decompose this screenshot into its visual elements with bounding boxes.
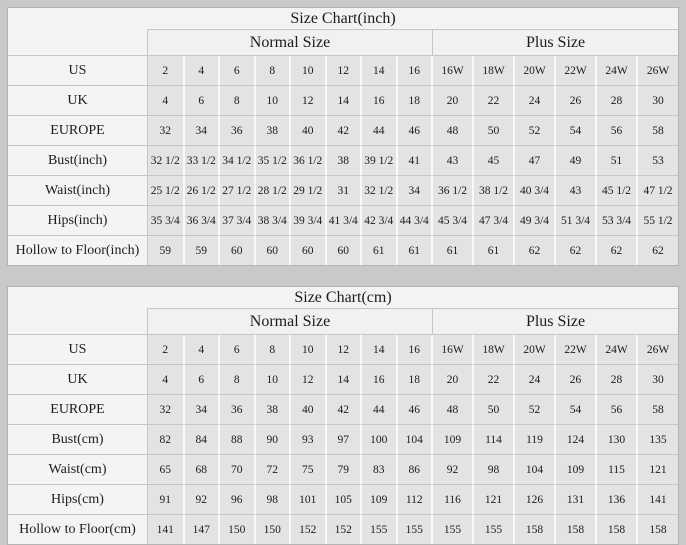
- size-cell: 92: [184, 485, 220, 515]
- size-cell: 53: [637, 146, 678, 176]
- size-cell: 20: [432, 86, 473, 116]
- size-cell: 32: [148, 395, 184, 425]
- size-cell: 16: [361, 86, 397, 116]
- size-cell: 84: [184, 425, 220, 455]
- corner-cell: [8, 308, 148, 335]
- size-cell: 36 1/2: [290, 146, 326, 176]
- size-cell: 26 1/2: [184, 176, 220, 206]
- row-label: EUROPE: [8, 395, 148, 425]
- size-cell: 158: [637, 515, 678, 544]
- size-cell: 50: [473, 116, 514, 146]
- size-cell: 6: [219, 335, 255, 365]
- size-cell: 4: [148, 365, 184, 395]
- size-cell: 109: [432, 425, 473, 455]
- size-cell: 36: [219, 395, 255, 425]
- size-cell: 65: [148, 455, 184, 485]
- row-label: UK: [8, 86, 148, 116]
- chart-title: Size Chart(cm): [8, 287, 678, 308]
- size-cell: 49 3/4: [514, 206, 555, 236]
- size-cell: 28: [596, 86, 637, 116]
- size-cell: 37 3/4: [219, 206, 255, 236]
- group-header-plus: Plus Size: [432, 29, 678, 56]
- size-cell: 58: [637, 116, 678, 146]
- size-cell: 98: [255, 485, 291, 515]
- size-cell: 27 1/2: [219, 176, 255, 206]
- size-cell: 10: [255, 86, 291, 116]
- size-cell: 36 3/4: [184, 206, 220, 236]
- size-cell: 50: [473, 395, 514, 425]
- size-cell: 8: [219, 86, 255, 116]
- size-cell: 152: [290, 515, 326, 544]
- size-cell: 79: [326, 455, 362, 485]
- group-header-row: [8, 308, 678, 335]
- size-cell: 14: [361, 56, 397, 86]
- size-cell: 124: [555, 425, 596, 455]
- size-cell: 62: [514, 236, 555, 265]
- size-cell: 35 1/2: [255, 146, 291, 176]
- table-row: [8, 206, 678, 236]
- row-label: Hollow to Floor(cm): [8, 515, 148, 544]
- size-cell: 121: [473, 485, 514, 515]
- size-cell: 112: [397, 485, 433, 515]
- size-cell: 34: [184, 116, 220, 146]
- size-cell: 150: [255, 515, 291, 544]
- table-row: [8, 485, 678, 515]
- size-cell: 126: [514, 485, 555, 515]
- size-cell: 141: [148, 515, 184, 544]
- size-cell: 61: [361, 236, 397, 265]
- size-cell: 25 1/2: [148, 176, 184, 206]
- size-cell: 62: [555, 236, 596, 265]
- size-cell: 83: [361, 455, 397, 485]
- size-cell: 20W: [514, 56, 555, 86]
- size-cell: 60: [326, 236, 362, 265]
- size-cell: 40 3/4: [514, 176, 555, 206]
- size-cell: 18W: [473, 335, 514, 365]
- row-label: Waist(inch): [8, 176, 148, 206]
- size-cell: 45: [473, 146, 514, 176]
- size-cell: 44: [361, 395, 397, 425]
- size-cell: 12: [290, 86, 326, 116]
- size-cell: 158: [514, 515, 555, 544]
- row-label: UK: [8, 365, 148, 395]
- size-cell: 43: [555, 176, 596, 206]
- size-cell: 155: [397, 515, 433, 544]
- size-cell: 38 3/4: [255, 206, 291, 236]
- size-cell: 18W: [473, 56, 514, 86]
- size-cell: 28: [596, 365, 637, 395]
- size-cell: 155: [473, 515, 514, 544]
- size-cell: 48: [432, 395, 473, 425]
- size-cell: 10: [255, 365, 291, 395]
- table-row: [8, 236, 678, 265]
- size-cell: 141: [637, 485, 678, 515]
- size-cell: 26W: [637, 335, 678, 365]
- size-cell: 54: [555, 395, 596, 425]
- group-header-plus: Plus Size: [432, 308, 678, 335]
- size-cell: 22: [473, 365, 514, 395]
- size-cell: 22W: [555, 56, 596, 86]
- size-cell: 38: [255, 395, 291, 425]
- size-cell: 59: [184, 236, 220, 265]
- size-cell: 136: [596, 485, 637, 515]
- size-cell: 22: [473, 86, 514, 116]
- size-cell: 49: [555, 146, 596, 176]
- group-header-row: [8, 29, 678, 56]
- size-cell: 36: [219, 116, 255, 146]
- size-cell: 51: [596, 146, 637, 176]
- table-row: [8, 86, 678, 116]
- row-label: Waist(cm): [8, 455, 148, 485]
- size-cell: 39 3/4: [290, 206, 326, 236]
- size-cell: 41 3/4: [326, 206, 362, 236]
- size-cell: 62: [596, 236, 637, 265]
- size-cell: 10: [290, 56, 326, 86]
- size-cell: 32 1/2: [361, 176, 397, 206]
- size-cell: 24: [514, 365, 555, 395]
- size-cell: 52: [514, 116, 555, 146]
- size-cell: 61: [397, 236, 433, 265]
- row-label: US: [8, 56, 148, 86]
- size-cell: 6: [184, 365, 220, 395]
- size-cell: 26: [555, 86, 596, 116]
- size-cell: 36 1/2: [432, 176, 473, 206]
- size-cell: 33 1/2: [184, 146, 220, 176]
- size-cell: 8: [255, 335, 291, 365]
- size-cell: 68: [184, 455, 220, 485]
- size-cell: 2: [148, 335, 184, 365]
- size-cell: 61: [473, 236, 514, 265]
- size-chart-inch-table: [7, 7, 679, 266]
- size-cell: 42 3/4: [361, 206, 397, 236]
- size-cell: 56: [596, 395, 637, 425]
- size-cell: 40: [290, 395, 326, 425]
- size-cell: 42: [326, 395, 362, 425]
- size-cell: 58: [637, 395, 678, 425]
- size-cell: 98: [473, 455, 514, 485]
- size-cell: 14: [326, 365, 362, 395]
- size-cell: 109: [361, 485, 397, 515]
- size-cell: 60: [219, 236, 255, 265]
- row-label: Bust(cm): [8, 425, 148, 455]
- size-cell: 18: [397, 86, 433, 116]
- size-cell: 82: [148, 425, 184, 455]
- size-cell: 116: [432, 485, 473, 515]
- size-cell: 42: [326, 116, 362, 146]
- size-cell: 34: [397, 176, 433, 206]
- size-cell: 26W: [637, 56, 678, 86]
- row-label: Hollow to Floor(inch): [8, 236, 148, 265]
- size-cell: 59: [148, 236, 184, 265]
- table-row: [8, 116, 678, 146]
- size-cell: 14: [326, 86, 362, 116]
- size-cell: 105: [326, 485, 362, 515]
- group-header-normal: Normal Size: [148, 29, 432, 56]
- size-cell: 8: [219, 365, 255, 395]
- size-cell: 39 1/2: [361, 146, 397, 176]
- size-cell: 24W: [596, 335, 637, 365]
- size-cell: 48: [432, 116, 473, 146]
- size-cell: 54: [555, 116, 596, 146]
- size-cell: 109: [555, 455, 596, 485]
- size-cell: 35 3/4: [148, 206, 184, 236]
- size-cell: 104: [397, 425, 433, 455]
- size-cell: 43: [432, 146, 473, 176]
- size-cell: 18: [397, 365, 433, 395]
- size-cell: 93: [290, 425, 326, 455]
- size-cell: 12: [326, 335, 362, 365]
- size-cell: 22W: [555, 335, 596, 365]
- size-cell: 16: [397, 56, 433, 86]
- row-label: EUROPE: [8, 116, 148, 146]
- size-cell: 90: [255, 425, 291, 455]
- size-cell: 4: [184, 335, 220, 365]
- size-cell: 40: [290, 116, 326, 146]
- table-row: [8, 146, 678, 176]
- size-cell: 16W: [432, 335, 473, 365]
- size-cell: 88: [219, 425, 255, 455]
- size-cell: 86: [397, 455, 433, 485]
- size-cell: 47 1/2: [637, 176, 678, 206]
- size-cell: 100: [361, 425, 397, 455]
- size-cell: 104: [514, 455, 555, 485]
- size-cell: 131: [555, 485, 596, 515]
- size-cell: 4: [148, 86, 184, 116]
- size-cell: 34: [184, 395, 220, 425]
- size-chart-cm-table: [7, 286, 679, 545]
- row-label: Hips(cm): [8, 485, 148, 515]
- size-cell: 24W: [596, 56, 637, 86]
- size-cell: 121: [637, 455, 678, 485]
- size-cell: 155: [361, 515, 397, 544]
- corner-cell: [8, 29, 148, 56]
- size-cell: 34 1/2: [219, 146, 255, 176]
- size-cell: 55 1/2: [637, 206, 678, 236]
- size-cell: 16W: [432, 56, 473, 86]
- size-cell: 20: [432, 365, 473, 395]
- size-cell: 114: [473, 425, 514, 455]
- size-cell: 38: [326, 146, 362, 176]
- size-cell: 24: [514, 86, 555, 116]
- size-cell: 70: [219, 455, 255, 485]
- table-row: [8, 176, 678, 206]
- size-cell: 30: [637, 86, 678, 116]
- size-cell: 16: [361, 365, 397, 395]
- chart-title-row: [8, 287, 678, 308]
- size-cell: 47 3/4: [473, 206, 514, 236]
- table-row: [8, 425, 678, 455]
- size-cell: 60: [255, 236, 291, 265]
- size-cell: 38 1/2: [473, 176, 514, 206]
- size-cell: 47: [514, 146, 555, 176]
- size-cell: 60: [290, 236, 326, 265]
- size-cell: 52: [514, 395, 555, 425]
- size-cell: 29 1/2: [290, 176, 326, 206]
- size-cell: 51 3/4: [555, 206, 596, 236]
- chart-title: Size Chart(inch): [8, 8, 678, 29]
- size-cell: 115: [596, 455, 637, 485]
- size-cell: 20W: [514, 335, 555, 365]
- size-cell: 75: [290, 455, 326, 485]
- size-cell: 96: [219, 485, 255, 515]
- size-cell: 32 1/2: [148, 146, 184, 176]
- size-cell: 97: [326, 425, 362, 455]
- size-cell: 30: [637, 365, 678, 395]
- size-cell: 152: [326, 515, 362, 544]
- group-header-normal: Normal Size: [148, 308, 432, 335]
- row-label: US: [8, 335, 148, 365]
- size-cell: 32: [148, 116, 184, 146]
- size-cell: 155: [432, 515, 473, 544]
- size-cell: 56: [596, 116, 637, 146]
- size-cell: 101: [290, 485, 326, 515]
- size-cell: 45 1/2: [596, 176, 637, 206]
- row-label: Hips(inch): [8, 206, 148, 236]
- size-cell: 4: [184, 56, 220, 86]
- size-cell: 45 3/4: [432, 206, 473, 236]
- size-cell: 6: [219, 56, 255, 86]
- chart-title-row: [8, 8, 678, 29]
- table-row: [8, 56, 678, 86]
- size-cell: 72: [255, 455, 291, 485]
- size-cell: 91: [148, 485, 184, 515]
- size-cell: 41: [397, 146, 433, 176]
- size-cell: 53 3/4: [596, 206, 637, 236]
- size-cell: 8: [255, 56, 291, 86]
- size-cell: 26: [555, 365, 596, 395]
- size-cell: 46: [397, 116, 433, 146]
- size-cell: 6: [184, 86, 220, 116]
- size-cell: 28 1/2: [255, 176, 291, 206]
- size-cell: 119: [514, 425, 555, 455]
- table-row: [8, 365, 678, 395]
- size-cell: 44: [361, 116, 397, 146]
- size-cell: 44 3/4: [397, 206, 433, 236]
- table-row: [8, 335, 678, 365]
- size-cell: 31: [326, 176, 362, 206]
- size-cell: 92: [432, 455, 473, 485]
- row-label: Bust(inch): [8, 146, 148, 176]
- size-cell: 61: [432, 236, 473, 265]
- size-cell: 130: [596, 425, 637, 455]
- size-cell: 38: [255, 116, 291, 146]
- size-cell: 14: [361, 335, 397, 365]
- size-cell: 12: [290, 365, 326, 395]
- size-cell: 158: [596, 515, 637, 544]
- size-cell: 147: [184, 515, 220, 544]
- size-cell: 135: [637, 425, 678, 455]
- size-cell: 158: [555, 515, 596, 544]
- size-cell: 2: [148, 56, 184, 86]
- size-cell: 12: [326, 56, 362, 86]
- size-cell: 10: [290, 335, 326, 365]
- table-row: [8, 395, 678, 425]
- size-cell: 16: [397, 335, 433, 365]
- size-cell: 46: [397, 395, 433, 425]
- size-cell: 150: [219, 515, 255, 544]
- table-row: [8, 455, 678, 485]
- size-cell: 62: [637, 236, 678, 265]
